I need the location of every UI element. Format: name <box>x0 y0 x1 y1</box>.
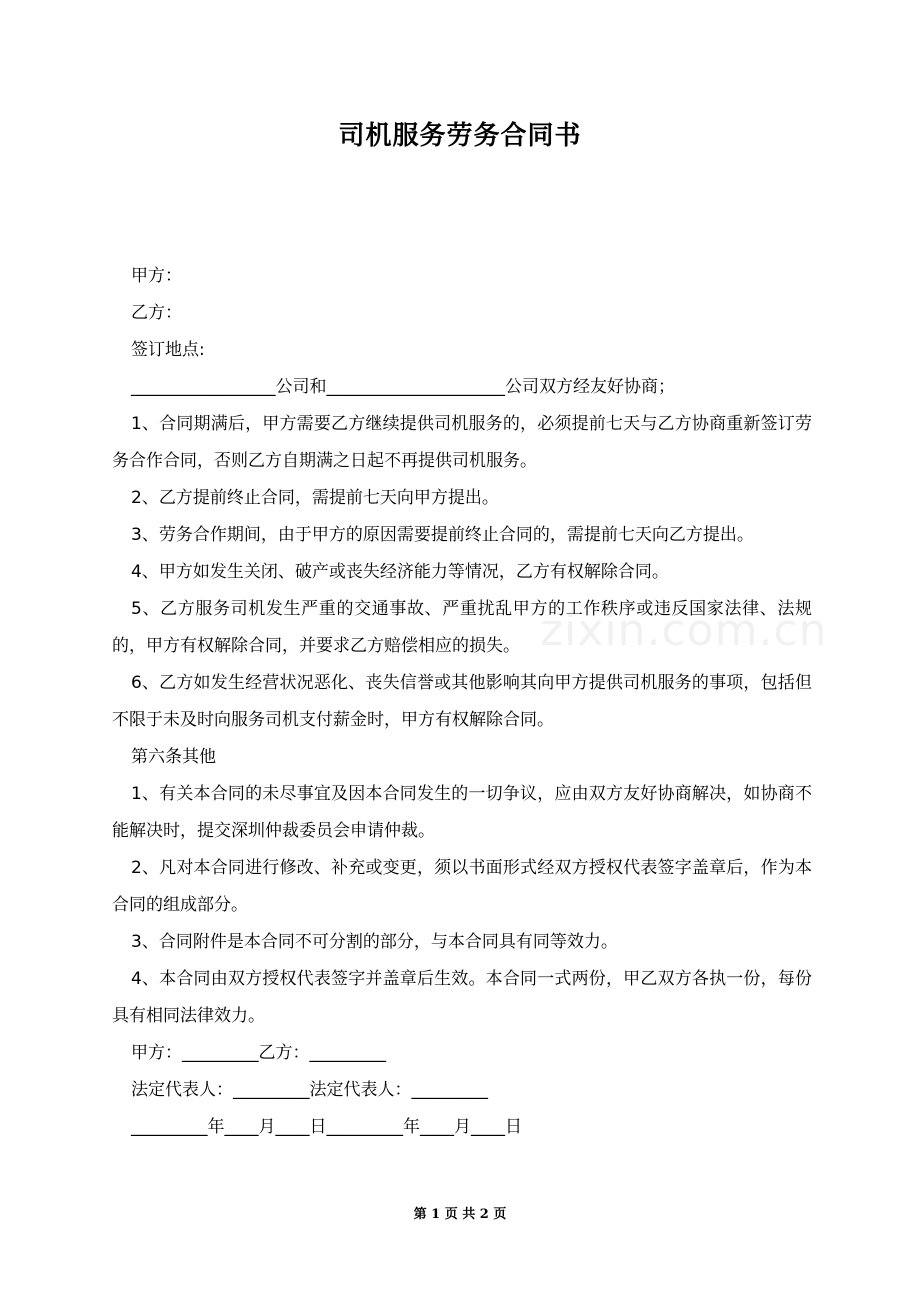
signature-representatives: 法定代表人：_________法定代表人：_________ <box>131 1080 488 1100</box>
party-b-label: 乙方： <box>131 303 182 323</box>
section6-item-4: 4、本合同由双方授权代表签字并盖章后生效。本合同一式两份，甲乙双方各执一份，每份具有相同法律效力。 <box>112 969 812 1026</box>
section6-item-2: 2、凡对本合同进行修改、补充或变更，须以书面形式经双方授权代表签字盖章后，作为本合同的组成部分。 <box>112 858 812 915</box>
document-title: 司机服务劳务合同书 <box>338 121 582 151</box>
section6-item-3: 3、合同附件是本合同不可分割的部分，与本合同具有同等效力。 <box>131 932 618 952</box>
section6-item-1: 1、有关本合同的未尽事宜及因本合同发生的一切争议，应由双方友好协商解决，如协商不能解决时，提交深圳仲裁委员会申请仲裁。 <box>112 784 812 841</box>
clause-3: 3、劳务合作期间，由于甲方的原因需要提前终止合同的，需提前七天向乙方提出。 <box>131 525 754 545</box>
signature-parties: 甲方：_________乙方：_________ <box>131 1043 386 1063</box>
sign-place-label: 签订地点: <box>131 340 205 360</box>
intro-line: _________________公司和_____________________公司双方经友好协商； <box>131 377 675 397</box>
clause-2: 2、乙方提前终止合同，需提前七天向甲方提出。 <box>131 488 499 508</box>
party-a-label: 甲方： <box>131 266 182 286</box>
page-number-footer: 第 1 页 共 2 页 <box>413 1207 507 1222</box>
clause-6: 6、乙方如发生经营状况恶化、丧失信誉或其他影响其向甲方提供司机服务的事项，包括但不限于未及时向服务司机支付薪金时，甲方有权解除合同。 <box>112 673 812 730</box>
section6-heading: 第六条其他 <box>131 747 216 767</box>
document-body <box>112 258 812 1146</box>
signature-dates: _________年____月____日_________年____月____日 <box>131 1117 522 1137</box>
clause-1: 1、合同期满后，甲方需要乙方继续提供司机服务的，必须提前七天与乙方协商重新签订劳务合作合同，否则乙方自期满之日起不再提供司机服务。 <box>112 414 812 471</box>
clause-4: 4、甲方如发生关闭、破产或丧失经济能力等情况，乙方有权解除合同。 <box>131 562 669 582</box>
site-watermark: zixin.com.cn <box>540 605 828 656</box>
clause-5: 5、乙方服务司机发生严重的交通事故、严重扰乱甲方的工作秩序或违反国家法律、法规的，甲方有权解除合同，并要求乙方赔偿相应的损失。 <box>112 599 812 656</box>
